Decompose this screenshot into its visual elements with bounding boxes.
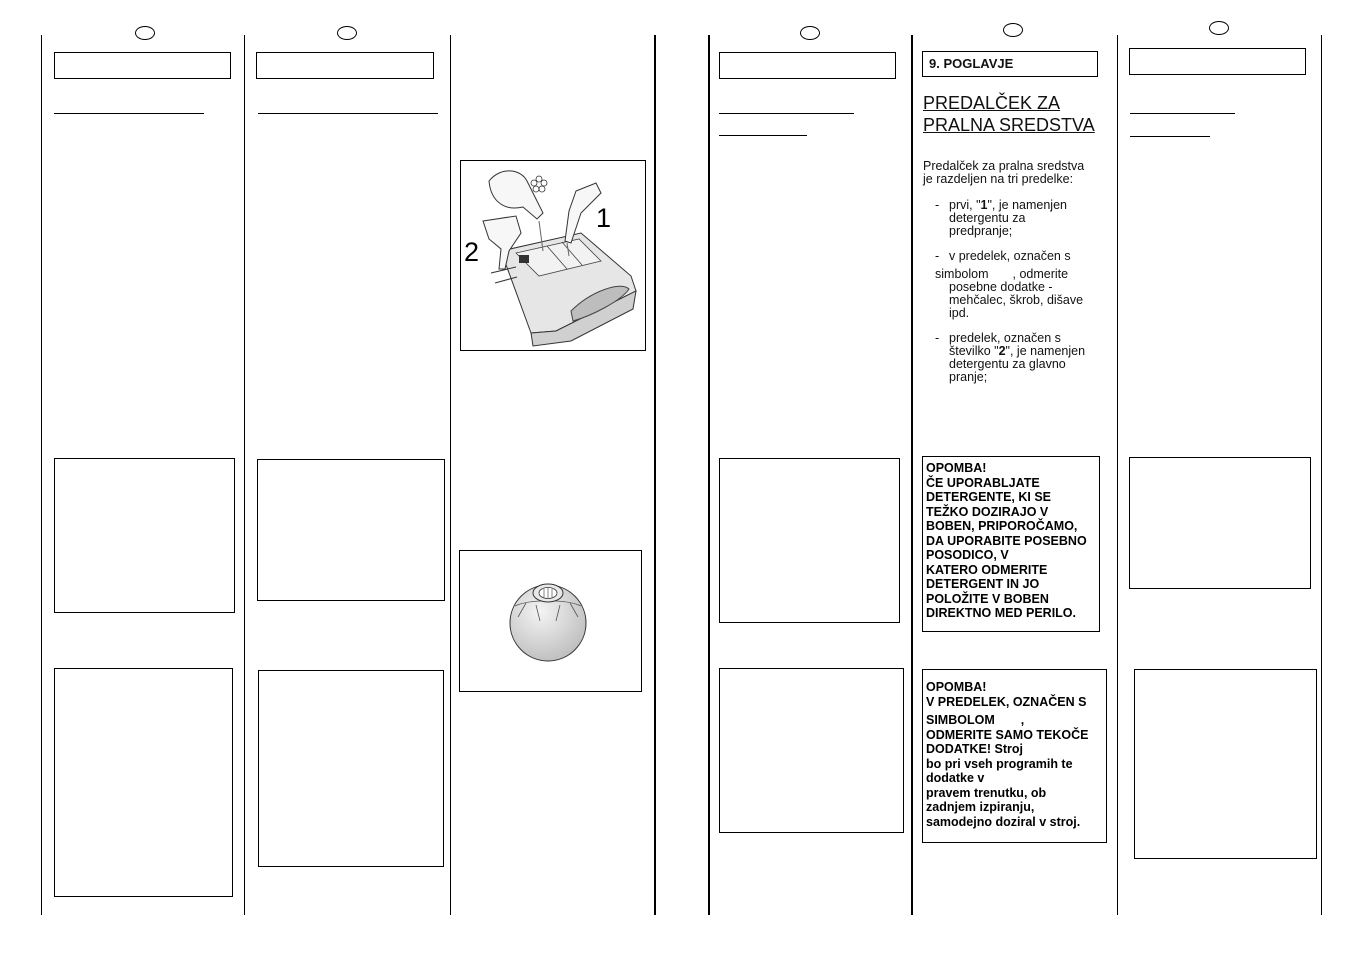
note-difficult-detergents (922, 456, 1100, 632)
note1-line: DETERGENTE, KI SE (926, 490, 1052, 504)
column-rule (244, 35, 245, 915)
note-liquid-additives (922, 669, 1107, 843)
note-box-empty (257, 459, 445, 601)
note1-line: POSODICO, V (926, 548, 1009, 562)
flower-icon (531, 176, 547, 192)
note2-line: samodejno doziral v stroj. (926, 814, 1081, 829)
note2-line: dodatke v (926, 771, 985, 785)
note1-line: OPOMBA! (926, 461, 987, 475)
column-rule (450, 35, 451, 915)
column-rule (41, 35, 42, 915)
note1-line: DA UPORABITE POSEBNO (926, 533, 1087, 548)
note2-line: V PREDELEK, OZNAČEN S (926, 694, 1087, 709)
section-title (923, 92, 1108, 136)
bullet1-text-a: prvi, " (949, 198, 981, 212)
language-marker (135, 26, 155, 40)
language-marker (1209, 21, 1229, 35)
bullet-additives (935, 250, 1111, 320)
note1-line: POLOŽITE V BOBEN (926, 591, 1049, 606)
note1-line: ČE UPORABLJATE (926, 475, 1040, 490)
note2-line: pravem trenutku, ob (926, 785, 1047, 800)
bullet3-line1: predelek, označen s (949, 331, 1061, 345)
bullet2-line4: mehčalec, škrob, dišave (949, 293, 1084, 307)
bullet1-text-b: ", je namenjen (987, 198, 1067, 212)
bullet3-number: 2 (998, 344, 1006, 358)
note2-comma: , (1020, 713, 1025, 727)
bullet2-line5: ipd. (949, 306, 970, 320)
bullet1-line2: detergentu za (949, 211, 1026, 225)
bullet-mainwash (935, 332, 1111, 384)
heading-underline (719, 113, 854, 114)
bullet3-line3: detergentu za glavno (949, 357, 1066, 371)
note1-line: BOBEN, PRIPOROČAMO, (926, 519, 1078, 533)
detergent-drawer-illustration (461, 161, 644, 349)
heading-underline (258, 113, 438, 114)
intro-text (923, 160, 1111, 186)
bullet3-text-b: ", je namenjen (1005, 344, 1086, 358)
note-box-empty (1134, 669, 1317, 859)
note2-symbol-line (926, 713, 1103, 728)
chapter-box-empty (54, 52, 231, 79)
dosing-ball-icon (460, 551, 640, 690)
note-box-empty (54, 668, 233, 897)
bullet3-text-a: številko " (949, 344, 999, 358)
note2-line: bo pri vseh programih te (926, 756, 1073, 771)
intro-line2: je razdeljen na tri predelke: (923, 172, 1074, 186)
heading-underline (1130, 136, 1210, 137)
note2-line: ODMERITE SAMO TEKOČE (926, 727, 1089, 742)
section-title-line1: PREDALČEK ZA (923, 93, 1061, 113)
chapter-box-empty (1129, 48, 1306, 75)
compartment-label-1: 1 (596, 203, 612, 233)
bullet-dash: - (935, 249, 940, 263)
note1-line: KATERO ODMERITE (926, 562, 1048, 577)
note1-line: DETERGENT IN JO (926, 577, 1040, 591)
intro-line1: Predalček za pralna sredstva (923, 159, 1085, 173)
bullet1-number: 1 (980, 198, 988, 212)
column-rule (1117, 35, 1118, 915)
bullet-dash: - (935, 198, 940, 212)
heading-underline (54, 113, 204, 114)
note-box-empty (719, 458, 900, 623)
note2-symbol-text: SIMBOLOM (926, 713, 995, 727)
chapter-box-empty (256, 52, 434, 79)
compartment-label-2: 2 (464, 237, 480, 267)
heading-underline (1130, 113, 1235, 114)
detergent-drawer-figure (460, 160, 646, 351)
language-marker (1003, 23, 1023, 37)
note1-line: DIREKTNO MED PERILO. (926, 606, 1077, 620)
note2-line: DODATKE! Stroj (926, 742, 1023, 756)
language-marker (800, 26, 820, 40)
note2-line: zadnjem izpiranju, (926, 800, 1035, 814)
note-box-empty (719, 668, 904, 833)
bullet3-line4: pranje; (949, 370, 988, 384)
note-box-empty (1129, 457, 1311, 589)
bullet1-line3: predpranje; (949, 224, 1013, 238)
chapter-box-empty (719, 52, 896, 79)
bullet2-measure-text: , odmerite (1012, 267, 1069, 281)
chapter-label-text: 9. POGLAVJE (929, 56, 1014, 71)
section-title-line2: PRALNA SREDSTVA (923, 115, 1095, 135)
column-rule (911, 35, 913, 915)
bullet2-line1: v predelek, označen s (949, 249, 1071, 263)
column-rule (1321, 35, 1322, 915)
note-box-empty (54, 458, 235, 613)
heading-underline (719, 135, 807, 136)
bullet2-symbol-text: simbolom (935, 267, 989, 281)
bullet-dash: - (935, 331, 940, 345)
page-divider (654, 35, 656, 915)
bullet-prewash (935, 199, 1111, 238)
note2-line: OPOMBA! (926, 680, 987, 694)
language-marker (337, 26, 357, 40)
bullet2-line3: posebne dodatke - (949, 280, 1053, 294)
chapter-label (922, 51, 1098, 77)
page-divider (708, 35, 710, 915)
note1-line: TEŽKO DOZIRAJO V (926, 504, 1049, 519)
note-box-empty (258, 670, 444, 867)
dosing-ball-figure (459, 550, 642, 692)
